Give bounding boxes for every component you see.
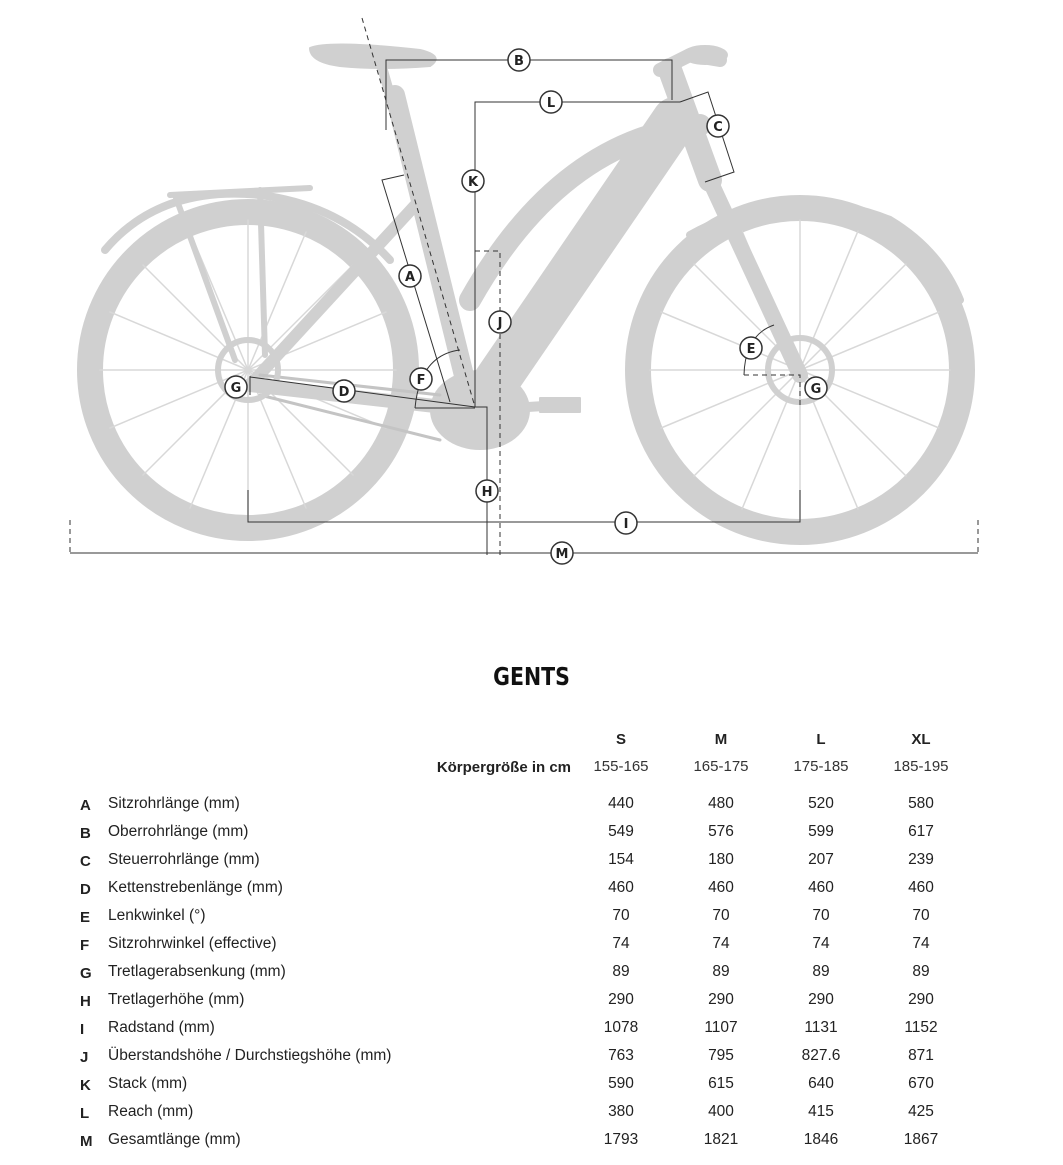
- badge-l: [540, 91, 562, 113]
- svg-text:A: A: [404, 270, 416, 285]
- badge-c: [707, 115, 729, 137]
- table-row: [0, 907, 1063, 935]
- row-letter: C: [80, 853, 91, 870]
- svg-text:J: J: [497, 316, 503, 331]
- table-title: GENTS: [493, 662, 570, 691]
- value-xl: 1152: [904, 1019, 938, 1036]
- value-xl: 871: [908, 1047, 934, 1064]
- row-label: Gesamtlänge (mm): [108, 1131, 241, 1148]
- value-s: 154: [608, 851, 634, 868]
- value-l: 1131: [804, 1019, 838, 1036]
- value-l: 74: [812, 935, 830, 952]
- value-xl: 70: [912, 907, 930, 924]
- row-label: Stack (mm): [108, 1075, 188, 1092]
- row-label: Sitzrohrlänge (mm): [108, 795, 240, 812]
- value-l: 207: [808, 851, 834, 868]
- handlebar-grip: [683, 46, 727, 64]
- value-xl: 580: [908, 795, 934, 812]
- table-row: [0, 823, 1063, 851]
- badge-g-front: [805, 377, 827, 399]
- row-letter: J: [80, 1049, 89, 1066]
- table-row: [0, 963, 1063, 991]
- svg-text:L: L: [546, 96, 556, 111]
- size-l-header: L: [816, 731, 826, 748]
- value-s: 440: [608, 795, 634, 812]
- value-xl: 425: [908, 1103, 934, 1120]
- value-m: 74: [712, 935, 730, 952]
- row-letter: H: [80, 993, 91, 1010]
- row-letter: B: [80, 825, 91, 842]
- value-m: 70: [712, 907, 730, 924]
- value-s: 1078: [603, 1019, 639, 1036]
- badge-m: [551, 542, 573, 564]
- svg-text:B: B: [514, 54, 524, 69]
- value-xl: 617: [908, 823, 934, 840]
- badge-h: [476, 480, 498, 502]
- row-label: Reach (mm): [108, 1103, 194, 1120]
- row-label: Oberrohrlänge (mm): [108, 823, 249, 840]
- value-m: 480: [708, 795, 734, 812]
- svg-text:K: K: [467, 175, 479, 190]
- badge-i: [615, 512, 637, 534]
- badge-k: [462, 170, 484, 192]
- value-s: 549: [608, 823, 634, 840]
- pedal: [540, 398, 580, 412]
- svg-text:H: H: [481, 485, 493, 500]
- row-letter: G: [80, 965, 92, 982]
- badge-b: [508, 49, 530, 71]
- table-row: [0, 1019, 1063, 1047]
- value-l: 640: [808, 1075, 834, 1092]
- value-l: 599: [808, 823, 834, 840]
- value-l: 1846: [803, 1131, 839, 1148]
- value-l: 415: [808, 1103, 834, 1120]
- row-letter: E: [80, 909, 91, 926]
- row-letter: K: [80, 1077, 91, 1094]
- value-m: 1821: [703, 1131, 739, 1148]
- value-s: 590: [608, 1075, 634, 1092]
- table-row: [0, 1075, 1063, 1103]
- badge-g-rear: [225, 376, 247, 398]
- value-m: 615: [708, 1075, 734, 1092]
- row-label: Radstand (mm): [108, 1019, 215, 1036]
- table-row: [0, 1047, 1063, 1075]
- value-xl: 460: [908, 879, 934, 896]
- row-label: Tretlagerabsenkung (mm): [108, 963, 286, 980]
- value-s: 763: [608, 1047, 634, 1064]
- value-l: 70: [812, 907, 830, 924]
- svg-text:F: F: [416, 373, 426, 388]
- bike-silhouette: [90, 44, 962, 532]
- table-row: [0, 1131, 1063, 1159]
- size-xl-range: 185-195: [893, 758, 949, 775]
- value-s: 380: [608, 1103, 634, 1120]
- value-m: 795: [708, 1047, 734, 1064]
- row-letter: A: [80, 797, 91, 814]
- row-letter: I: [80, 1021, 85, 1038]
- table-row: [0, 851, 1063, 879]
- size-s-header: S: [615, 731, 626, 748]
- value-l: 520: [808, 795, 834, 812]
- row-label: Lenkwinkel (°): [108, 907, 206, 924]
- badge-j: [489, 311, 511, 333]
- row-letter: M: [80, 1133, 93, 1150]
- badge-e: [740, 337, 762, 359]
- badge-d: [333, 380, 355, 402]
- row-label: Überstandshöhe / Durchstiegshöhe (mm): [108, 1047, 392, 1064]
- svg-text:G: G: [230, 381, 242, 396]
- value-m: 290: [708, 991, 734, 1008]
- value-l: 460: [808, 879, 834, 896]
- value-s: 460: [608, 879, 634, 896]
- svg-text:C: C: [713, 120, 723, 135]
- value-m: 1107: [704, 1019, 738, 1036]
- value-xl: 670: [908, 1075, 934, 1092]
- value-s: 290: [608, 991, 634, 1008]
- row-label: Kettenstrebenlänge (mm): [108, 879, 283, 896]
- svg-text:D: D: [338, 385, 350, 400]
- row-letter: L: [80, 1105, 90, 1122]
- svg-text:M: M: [555, 547, 569, 562]
- value-m: 460: [708, 879, 734, 896]
- size-l-range: 175-185: [793, 758, 849, 775]
- value-l: 89: [812, 963, 830, 980]
- svg-text:G: G: [810, 382, 822, 397]
- row-letter: D: [80, 881, 91, 898]
- value-s: 89: [612, 963, 630, 980]
- table-row: [0, 795, 1063, 823]
- body-height-label: Körpergröße in cm: [436, 759, 571, 776]
- value-xl: 89: [912, 963, 930, 980]
- badge-a: [399, 265, 421, 287]
- value-xl: 1867: [903, 1131, 939, 1148]
- row-letter: F: [80, 937, 90, 954]
- value-m: 400: [708, 1103, 734, 1120]
- svg-text:E: E: [746, 342, 756, 357]
- row-label: Tretlagerhöhe (mm): [108, 991, 245, 1008]
- value-m: 89: [712, 963, 730, 980]
- value-l: 290: [808, 991, 834, 1008]
- size-m-range: 165-175: [693, 758, 749, 775]
- value-xl: 290: [908, 991, 934, 1008]
- size-m-header: M: [714, 731, 728, 748]
- value-m: 576: [708, 823, 734, 840]
- table-row: [0, 991, 1063, 1019]
- table-row: [0, 1103, 1063, 1131]
- value-s: 74: [612, 935, 630, 952]
- row-label: Sitzrohrwinkel (effective): [108, 935, 277, 952]
- value-s: 1793: [603, 1131, 639, 1148]
- row-label: Steuerrohrlänge (mm): [108, 851, 260, 868]
- badge-f: [410, 368, 432, 390]
- svg-text:I: I: [623, 517, 629, 532]
- value-s: 70: [612, 907, 630, 924]
- value-l: 827.6: [801, 1047, 841, 1064]
- size-s-range: 155-165: [593, 758, 649, 775]
- value-m: 180: [708, 851, 734, 868]
- value-xl: 239: [908, 851, 934, 868]
- size-xl-header: XL: [911, 731, 931, 748]
- value-xl: 74: [912, 935, 930, 952]
- table-row: [0, 935, 1063, 963]
- table-row: [0, 879, 1063, 907]
